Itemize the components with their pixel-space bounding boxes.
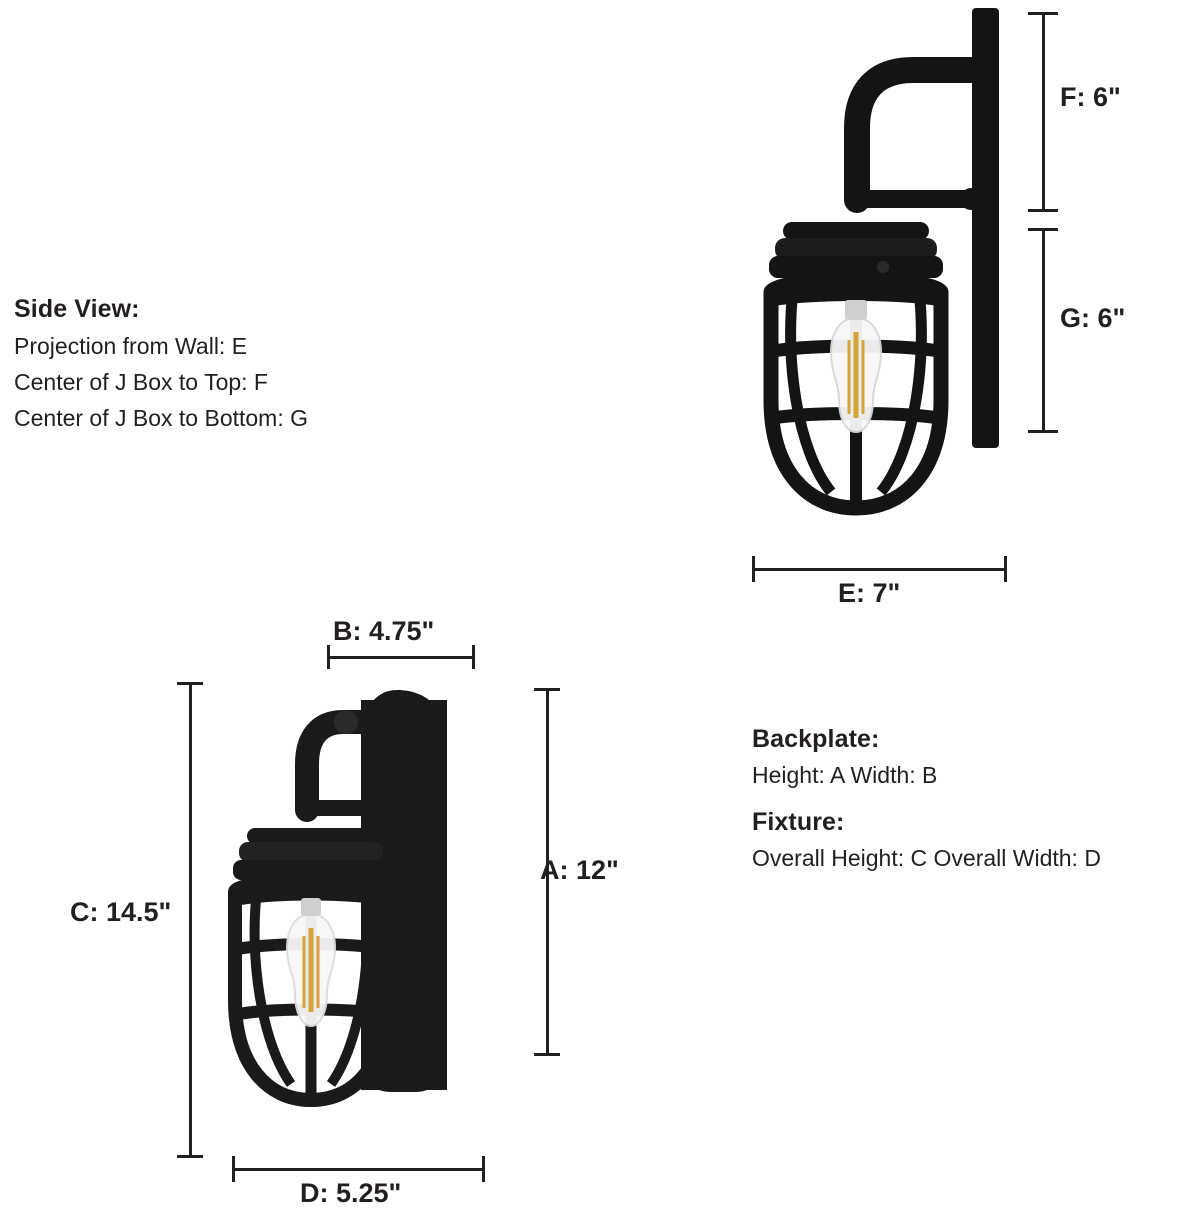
fixture-dimensions-line: Overall Height: C Overall Width: D [752,845,1101,871]
fixture-heading: Fixture: [752,808,845,836]
dimension-line-e [752,568,1007,571]
dimension-label-c: C: 14.5" [70,897,172,927]
dimension-tick-f-bottom [1028,209,1058,212]
dimension-line-g [1042,228,1045,433]
dimension-label-d: D: 5.25" [300,1178,402,1208]
dimension-line-b [327,656,475,659]
spec-text-block [752,725,1101,872]
dimension-label-b: B: 4.75" [333,616,435,646]
dimension-label-e: E: 7" [838,578,901,608]
side-view-fixture-illustration [735,0,1035,530]
dimension-tick-c-top [177,682,203,685]
dimension-label-a: A: 12" [540,855,619,885]
dimension-line-f [1042,12,1045,212]
dimension-tick-e-left [752,556,755,582]
dimension-tick-g-top [1028,228,1058,231]
backplate-dimensions-line: Height: A Width: B [752,762,938,788]
dimension-tick-c-bottom [177,1155,203,1158]
dimension-line-c [189,682,192,1158]
side-view-heading: Side View: [14,295,140,323]
front-view-fixture-illustration [215,660,505,1160]
backplate-heading: Backplate: [752,725,880,753]
dimension-tick-a-top [534,688,560,691]
side-view-line-jbox-top: Center of J Box to Top: F [14,369,268,395]
dimension-tick-g-bottom [1028,430,1058,433]
dimension-label-g: G: 6" [1060,303,1126,333]
dimension-label-f: F: 6" [1060,82,1121,112]
dimension-line-d [232,1168,485,1171]
dimension-tick-e-right [1004,556,1007,582]
dimension-tick-b-left [327,645,330,669]
dimension-tick-d-right [482,1156,485,1182]
dimension-tick-a-bottom [534,1053,560,1056]
dimension-tick-b-right [472,645,475,669]
side-view-line-jbox-bottom: Center of J Box to Bottom: G [14,405,309,431]
side-view-line-projection: Projection from Wall: E [14,333,248,359]
side-view-text-block [14,295,308,432]
dimension-tick-f-top [1028,12,1058,15]
dimension-tick-d-left [232,1156,235,1182]
